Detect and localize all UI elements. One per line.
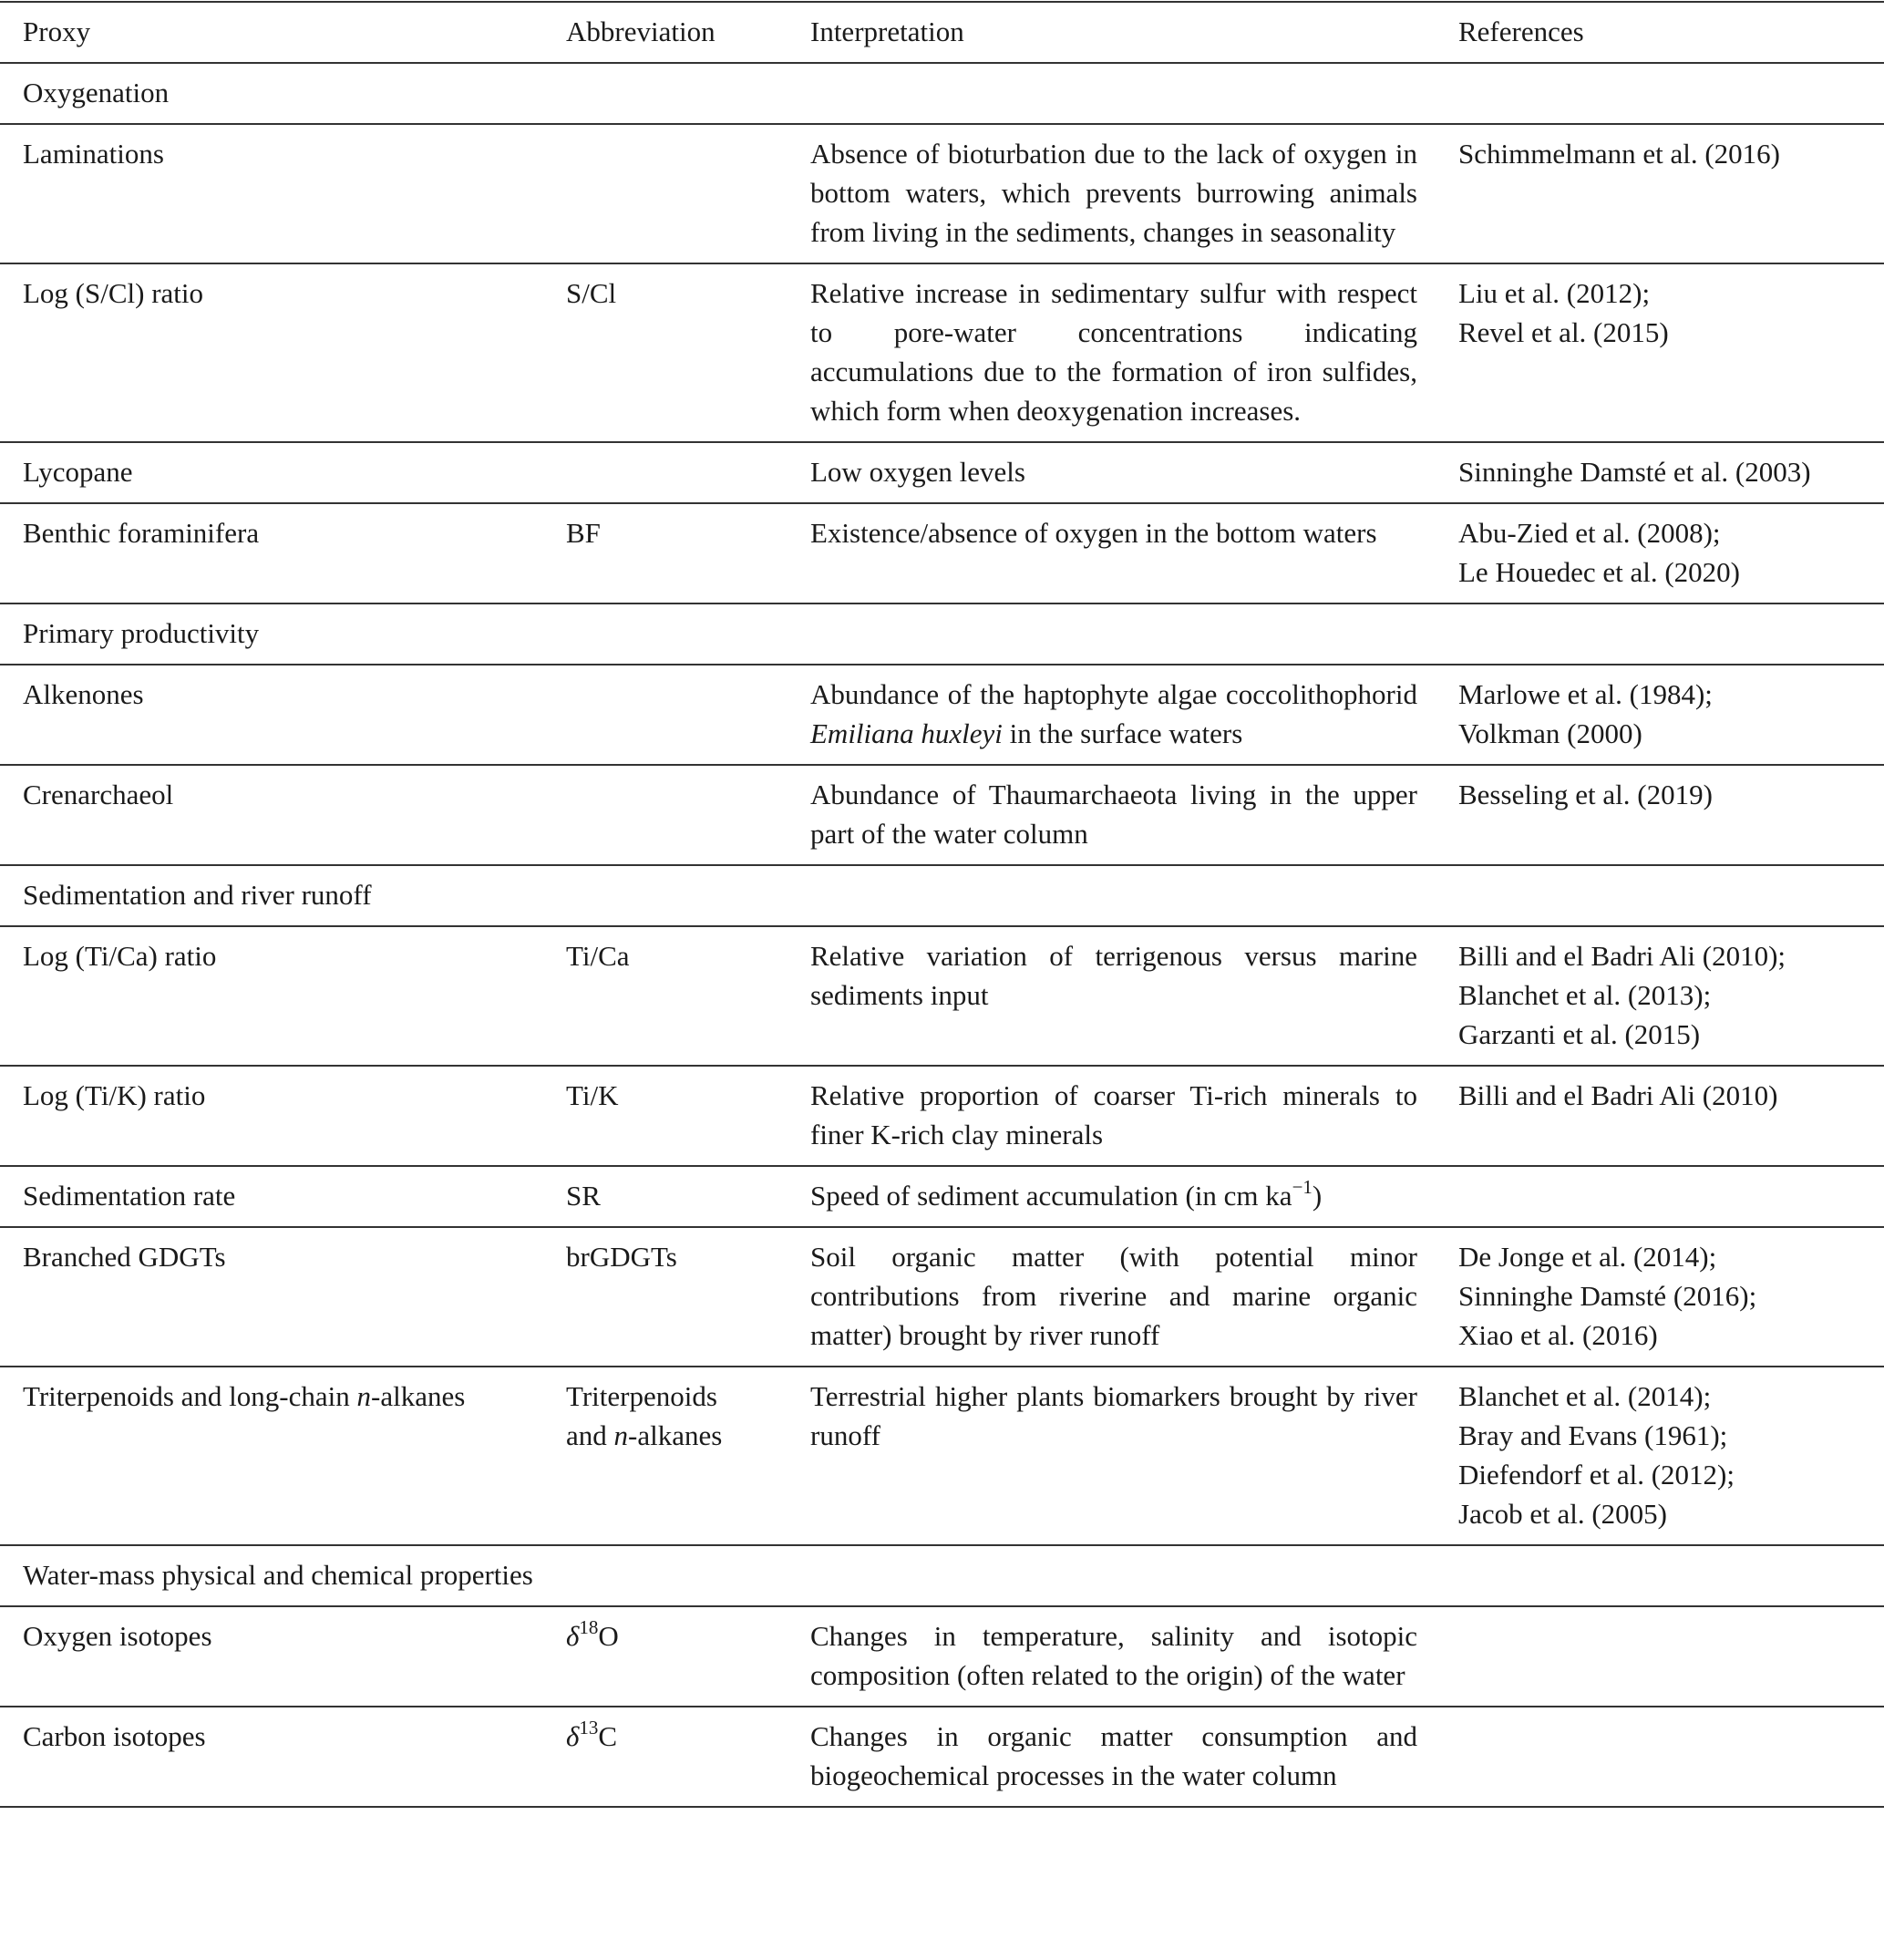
element-symbol: O <box>598 1620 619 1652</box>
references-cell <box>1458 665 1884 765</box>
table-row <box>0 1227 1884 1367</box>
interpretation-cell: Low oxygen levels <box>810 456 1025 488</box>
proxy-cell: Oxygen isotopes <box>23 1620 212 1652</box>
proxy-cell: Lycopane <box>23 456 133 488</box>
proxy-cell: Benthic foraminifera <box>23 517 260 549</box>
proxy-cell <box>0 1367 566 1545</box>
proxy-cell: Carbon isotopes <box>23 1720 206 1752</box>
section-row-sedimentation <box>0 865 1884 926</box>
abbreviation-cell: Ti/Ca <box>566 940 630 972</box>
abbreviation-cell <box>566 665 810 765</box>
interpretation-text: ) <box>1312 1180 1323 1212</box>
delta-symbol: δ <box>566 1620 580 1652</box>
table-header-row <box>0 2 1884 63</box>
references-cell <box>1458 765 1884 865</box>
references-cell <box>1458 1707 1884 1807</box>
reference: Volkman (2000) <box>1458 717 1642 749</box>
reference: Garzanti et al. (2015) <box>1458 1018 1701 1050</box>
reference: Besseling et al. (2019) <box>1458 779 1713 810</box>
table-row <box>0 926 1884 1066</box>
interpretation-cell: Changes in temperature, salinity and isotopic composition (often related to the origin) of the water <box>810 1620 1417 1691</box>
references-cell <box>1458 1066 1884 1166</box>
reference: Abu-Zied et al. (2008); <box>1458 517 1721 549</box>
proxy-cell: Log (Ti/K) ratio <box>23 1079 206 1111</box>
interpretation-cell <box>810 665 1458 765</box>
proxy-table <box>0 1 1884 1808</box>
reference: Diefendorf et al. (2012); <box>1458 1459 1735 1491</box>
interpretation-text: Abundance of the haptophyte algae coccolithophorid <box>810 678 1417 710</box>
section-row-water-mass <box>0 1545 1884 1606</box>
interpretation-cell: Relative increase in sedimentary sulfur with respect to pore-water concentrations indicating accumulations due to the formation of iron sulfides, which form when deoxygenation increases. <box>810 277 1417 427</box>
species-name: Emiliana huxleyi <box>810 717 1003 749</box>
interpretation-cell <box>810 1166 1458 1227</box>
proxy-italic: n <box>356 1380 371 1412</box>
reference: Xiao et al. (2016) <box>1458 1319 1658 1351</box>
header-interpretation: Interpretation <box>810 15 964 47</box>
table-row <box>0 503 1884 603</box>
references-cell <box>1458 1227 1884 1367</box>
section-title: Water-mass physical and chemical properties <box>23 1559 533 1591</box>
interpretation-cell: Abundance of Thaumarchaeota living in the upper part of the water column <box>810 779 1417 850</box>
proxy-cell: Sedimentation rate <box>23 1180 236 1212</box>
reference: De Jonge et al. (2014); <box>1458 1241 1717 1273</box>
proxy-cell: Branched GDGTs <box>23 1241 226 1273</box>
isotope-mass: 13 <box>579 1716 599 1738</box>
section-row-oxygenation <box>0 63 1884 124</box>
isotope-mass: 18 <box>579 1615 599 1638</box>
references-cell <box>1458 1606 1884 1707</box>
abbreviation-cell <box>566 442 810 503</box>
interpretation-text: Speed of sediment accumulation (in cm ka <box>810 1180 1292 1212</box>
references-cell <box>1458 503 1884 603</box>
reference: Revel et al. (2015) <box>1458 316 1669 348</box>
table-row <box>0 442 1884 503</box>
abbreviation-italic: n <box>613 1419 629 1451</box>
table-row <box>0 263 1884 442</box>
element-symbol: C <box>598 1720 618 1752</box>
abbreviation-cell: SR <box>566 1180 601 1212</box>
reference: Schimmelmann et al. (2016) <box>1458 138 1780 170</box>
table-row <box>0 1166 1884 1227</box>
reference: Blanchet et al. (2013); <box>1458 979 1712 1011</box>
interpretation-cell: Absence of bioturbation due to the lack of oxygen in bottom waters, which prevents burrowing animals from living in the sediments, changes in seasonality <box>810 138 1417 248</box>
abbreviation-cell: brGDGTs <box>566 1241 677 1273</box>
reference: Sinninghe Damsté (2016); <box>1458 1280 1757 1312</box>
proxy-text: -alkanes <box>371 1380 466 1412</box>
reference: Bray and Evans (1961); <box>1458 1419 1728 1451</box>
table-row <box>0 124 1884 263</box>
references-cell <box>1458 124 1884 263</box>
delta-symbol: δ <box>566 1720 580 1752</box>
table-row <box>0 1606 1884 1707</box>
reference: Jacob et al. (2005) <box>1458 1498 1667 1530</box>
section-title: Primary productivity <box>23 617 260 649</box>
proxy-cell: Alkenones <box>23 678 144 710</box>
header-proxy: Proxy <box>23 15 91 47</box>
reference: Sinninghe Damsté et al. (2003) <box>1458 456 1811 488</box>
reference: Liu et al. (2012); <box>1458 277 1651 309</box>
reference: Blanchet et al. (2014); <box>1458 1380 1712 1412</box>
interpretation-cell: Existence/absence of oxygen in the bottom waters <box>810 517 1377 549</box>
interpretation-text: in the surface waters <box>1002 717 1243 749</box>
table-row <box>0 1066 1884 1166</box>
abbreviation-cell <box>566 1707 810 1807</box>
abbreviation-cell <box>566 124 810 263</box>
references-cell <box>1458 926 1884 1066</box>
proxy-cell: Log (S/Cl) ratio <box>23 277 204 309</box>
interpretation-cell: Changes in organic matter consumption and biogeochemical processes in the water column <box>810 1720 1417 1791</box>
references-cell <box>1458 263 1884 442</box>
header-references: References <box>1458 15 1584 47</box>
abbreviation-cell: S/Cl <box>566 277 617 309</box>
section-row-primary-productivity <box>0 603 1884 665</box>
proxy-text: Triterpenoids and long-chain <box>23 1380 357 1412</box>
abbreviation-cell: BF <box>566 517 601 549</box>
abbreviation-cell <box>566 1367 810 1545</box>
abbreviation-cell: Ti/K <box>566 1079 619 1111</box>
unit-exponent: −1 <box>1292 1175 1313 1198</box>
section-title: Sedimentation and river runoff <box>23 879 372 911</box>
section-title: Oxygenation <box>23 77 170 108</box>
references-cell <box>1458 442 1884 503</box>
reference: Billi and el Badri Ali (2010); <box>1458 940 1786 972</box>
interpretation-cell: Relative variation of terrigenous versus marine sediments input <box>810 940 1417 1011</box>
abbreviation-text: -alkanes <box>628 1419 723 1451</box>
abbreviation-text: Triterpenoids <box>566 1380 717 1412</box>
proxy-cell: Crenarchaeol <box>23 779 174 810</box>
interpretation-cell: Relative proportion of coarser Ti-rich minerals to finer K-rich clay minerals <box>810 1079 1417 1150</box>
abbreviation-cell <box>566 1606 810 1707</box>
interpretation-cell: Terrestrial higher plants biomarkers brought by river runoff <box>810 1380 1417 1451</box>
proxy-cell: Log (Ti/Ca) ratio <box>23 940 217 972</box>
table-row <box>0 665 1884 765</box>
table-row <box>0 1367 1884 1545</box>
reference: Le Houedec et al. (2020) <box>1458 556 1741 588</box>
reference: Billi and el Badri Ali (2010) <box>1458 1079 1778 1111</box>
table-row <box>0 1707 1884 1807</box>
table-row <box>0 765 1884 865</box>
interpretation-cell: Soil organic matter (with potential minor contributions from riverine and marine organic matter) brought by river runoff <box>810 1241 1417 1351</box>
references-cell <box>1458 1367 1884 1545</box>
abbreviation-text: and <box>566 1419 614 1451</box>
header-abbreviation: Abbreviation <box>566 15 716 47</box>
abbreviation-cell <box>566 765 810 865</box>
reference: Marlowe et al. (1984); <box>1458 678 1713 710</box>
references-cell <box>1458 1166 1884 1227</box>
proxy-cell: Laminations <box>23 138 164 170</box>
